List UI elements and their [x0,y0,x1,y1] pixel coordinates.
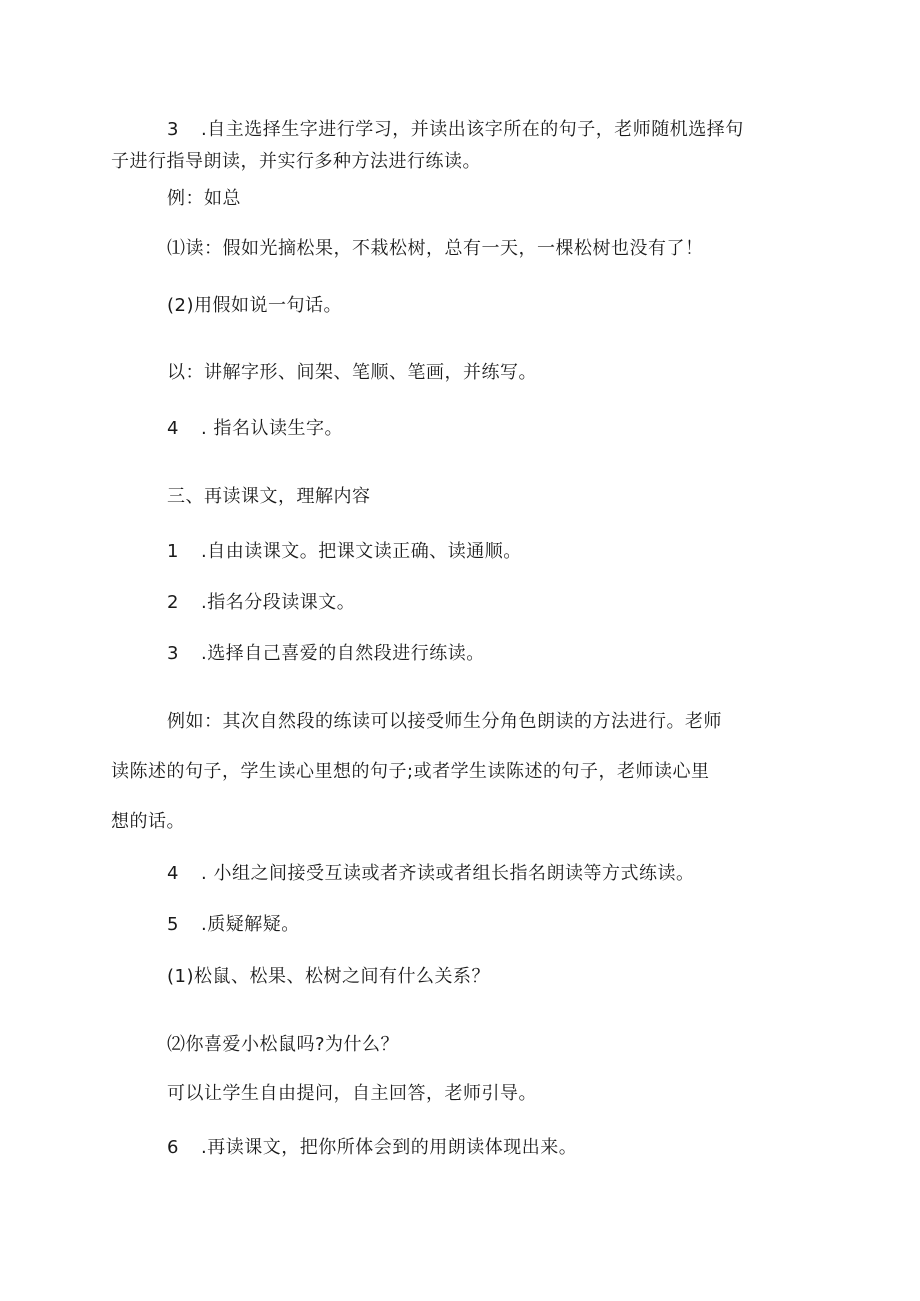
list-number: 1 [167,541,179,562]
list-number: 3 [167,119,179,140]
paragraph-example [167,183,787,215]
paragraph-step-1 [167,536,787,568]
section-heading [167,481,787,513]
list-number: 5 [167,914,179,935]
paragraph-text: .再读课文，把你所体会到的用朗读体现出来。 [201,1137,578,1158]
paragraph-step-4-group [167,858,787,890]
list-number: 4 [167,418,179,439]
paragraph-text: 读陈述的句子，学生读心里想的句子;或者学生读陈述的句子，老师读心里 [111,761,710,782]
list-number: 3 [167,643,179,664]
paragraph-text: ⑴读：假如光摘松果，不栽松树，总有一天，一棵松树也没有了！ [167,238,704,259]
paragraph-text: .选择自己喜爱的自然段进行练读。 [201,643,485,664]
paragraph-step-3 [167,638,787,670]
paragraph-step-6 [167,1132,787,1164]
paragraph-question-1 [167,961,787,993]
paragraph-step-4 [167,413,787,445]
paragraph-explain-glyph [167,357,787,389]
paragraph-text: 例如：其次自然段的练读可以接受师生分角色朗读的方法进行。老师 [167,711,722,732]
paragraph-text: ⑵你喜爱小松鼠吗?为什么？ [167,1034,400,1055]
paragraph-text: 可以让学生自由提问，自主回答，老师引导。 [167,1083,537,1104]
paragraph-text: .指名分段读课文。 [201,592,356,613]
paragraph-step-3-select-characters [167,114,787,146]
list-number: 2 [167,592,179,613]
paragraph-text: 子进行指导朗读，并实行多种方法进行练读。 [111,151,481,172]
paragraph-text: 想的话。 [111,811,185,832]
paragraph-text: 以：讲解字形、间架、笔顺、笔画，并练写。 [167,362,537,383]
paragraph-question-2 [167,1029,787,1061]
paragraph-text: .自主选择生字进行学习，并读出该字所在的句子，老师随机选择句 [201,119,744,140]
paragraph-text: (1)松鼠、松果、松树之间有什么关系？ [167,966,490,987]
paragraph-continuation [111,146,801,178]
paragraph-example-2-line2 [111,756,811,788]
paragraph-text: . 指名认读生字。 [201,418,343,439]
paragraph-sentence [167,290,787,322]
paragraph-read [167,233,787,265]
paragraph-text: 例：如总 [167,188,241,209]
paragraph-student-questions [167,1078,787,1110]
paragraph-step-2 [167,587,787,619]
paragraph-example-2-line3 [111,806,811,838]
paragraph-text: .自由读课文。把课文读正确、读通顺。 [201,541,522,562]
list-number: 6 [167,1137,179,1158]
list-number: 4 [167,863,179,884]
paragraph-text: . 小组之间接受互读或者齐读或者组长指名朗读等方式练读。 [201,863,695,884]
paragraph-example-2-line1 [167,706,807,738]
paragraph-step-5 [167,909,787,941]
section-heading-text: 三、再读课文，理解内容 [167,486,371,507]
paragraph-text: (2)用假如说一句话。 [167,295,342,316]
paragraph-text: .质疑解疑。 [201,914,300,935]
